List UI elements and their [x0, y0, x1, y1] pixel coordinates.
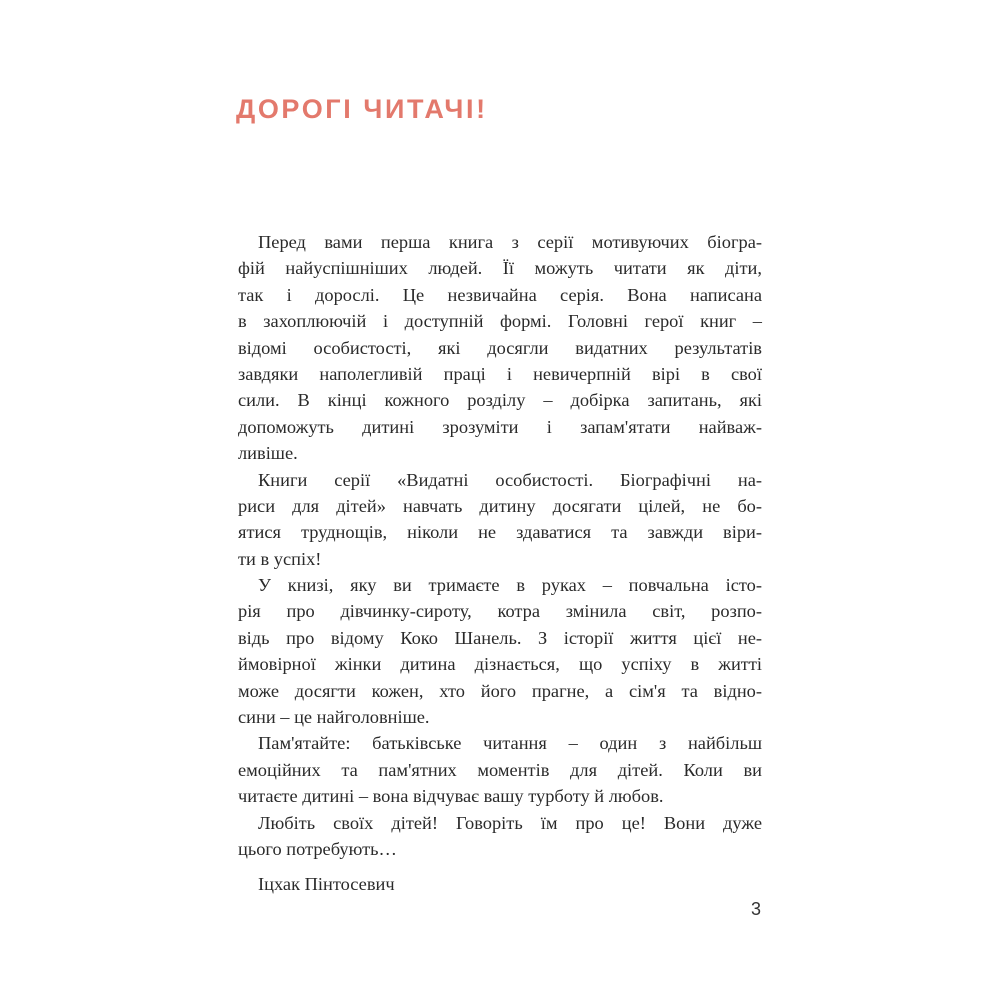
text-line: може досягти кожен, хто його прагне, а сім'я та відно-: [238, 680, 762, 701]
text-line: рія про дівчинку-сироту, котра змінила світ, розпо-: [238, 601, 762, 622]
text-line: в захоплюючій і доступній формі. Головні герої книг –: [238, 311, 762, 332]
text-line: сили. В кінці кожного розділу – добірка запитань, які: [238, 390, 762, 411]
page-title: ДОРОГІ ЧИТАЧІ!: [236, 94, 488, 124]
text-line: Книги серії «Видатні особистості. Біографічні на-: [258, 469, 762, 490]
page-number: 3: [751, 899, 762, 919]
text-line: допоможуть дитині зрозуміти і запам'ятати найваж-: [238, 416, 762, 437]
text-line: відомі особистості, які досягли видатних результатів: [238, 337, 762, 358]
text-line: Любіть своїх дітей! Говоріть їм про це! Вони дуже: [258, 812, 762, 833]
text-line: У книзі, яку ви тримаєте в руках – повчальна істо-: [258, 575, 762, 596]
text-line: фій найуспішніших людей. Її можуть читати як діти,: [238, 258, 762, 279]
text-line: емоційних та пам'ятних моментів для дітей. Коли ви: [238, 759, 762, 780]
text-line: цього потребують…: [238, 838, 397, 859]
text-line: ймовірної жінки дитина дізнається, що успіху в житті: [238, 654, 762, 675]
text-line: сини – це найголовніше.: [238, 707, 430, 728]
text-line: риси для дітей» навчать дитину досягати цілей, не бо-: [238, 495, 762, 516]
text-line: ти в успіх!: [238, 548, 322, 569]
text-line: ливіше.: [238, 443, 298, 464]
author-signature: Іцхак Пінтосевич: [258, 874, 395, 894]
text-line: Пам'ятайте: батьківське читання – один з найбільш: [258, 733, 762, 754]
text-line: відь про відому Коко Шанель. З історії життя цієї не-: [238, 627, 762, 648]
text-line: завдяки наполегливій праці і невичерпній вірі в свої: [238, 363, 762, 384]
body-text: [238, 229, 762, 862]
text-line: Перед вами перша книга з серії мотивуючих біогра-: [258, 232, 762, 252]
text-line: читаєте дитині – вона відчуває вашу турботу й любов.: [238, 786, 664, 807]
text-line: ятися труднощів, ніколи не здаватися та завжди віри-: [238, 522, 762, 543]
text-line: так і дорослі. Це незвичайна серія. Вона написана: [238, 284, 762, 305]
